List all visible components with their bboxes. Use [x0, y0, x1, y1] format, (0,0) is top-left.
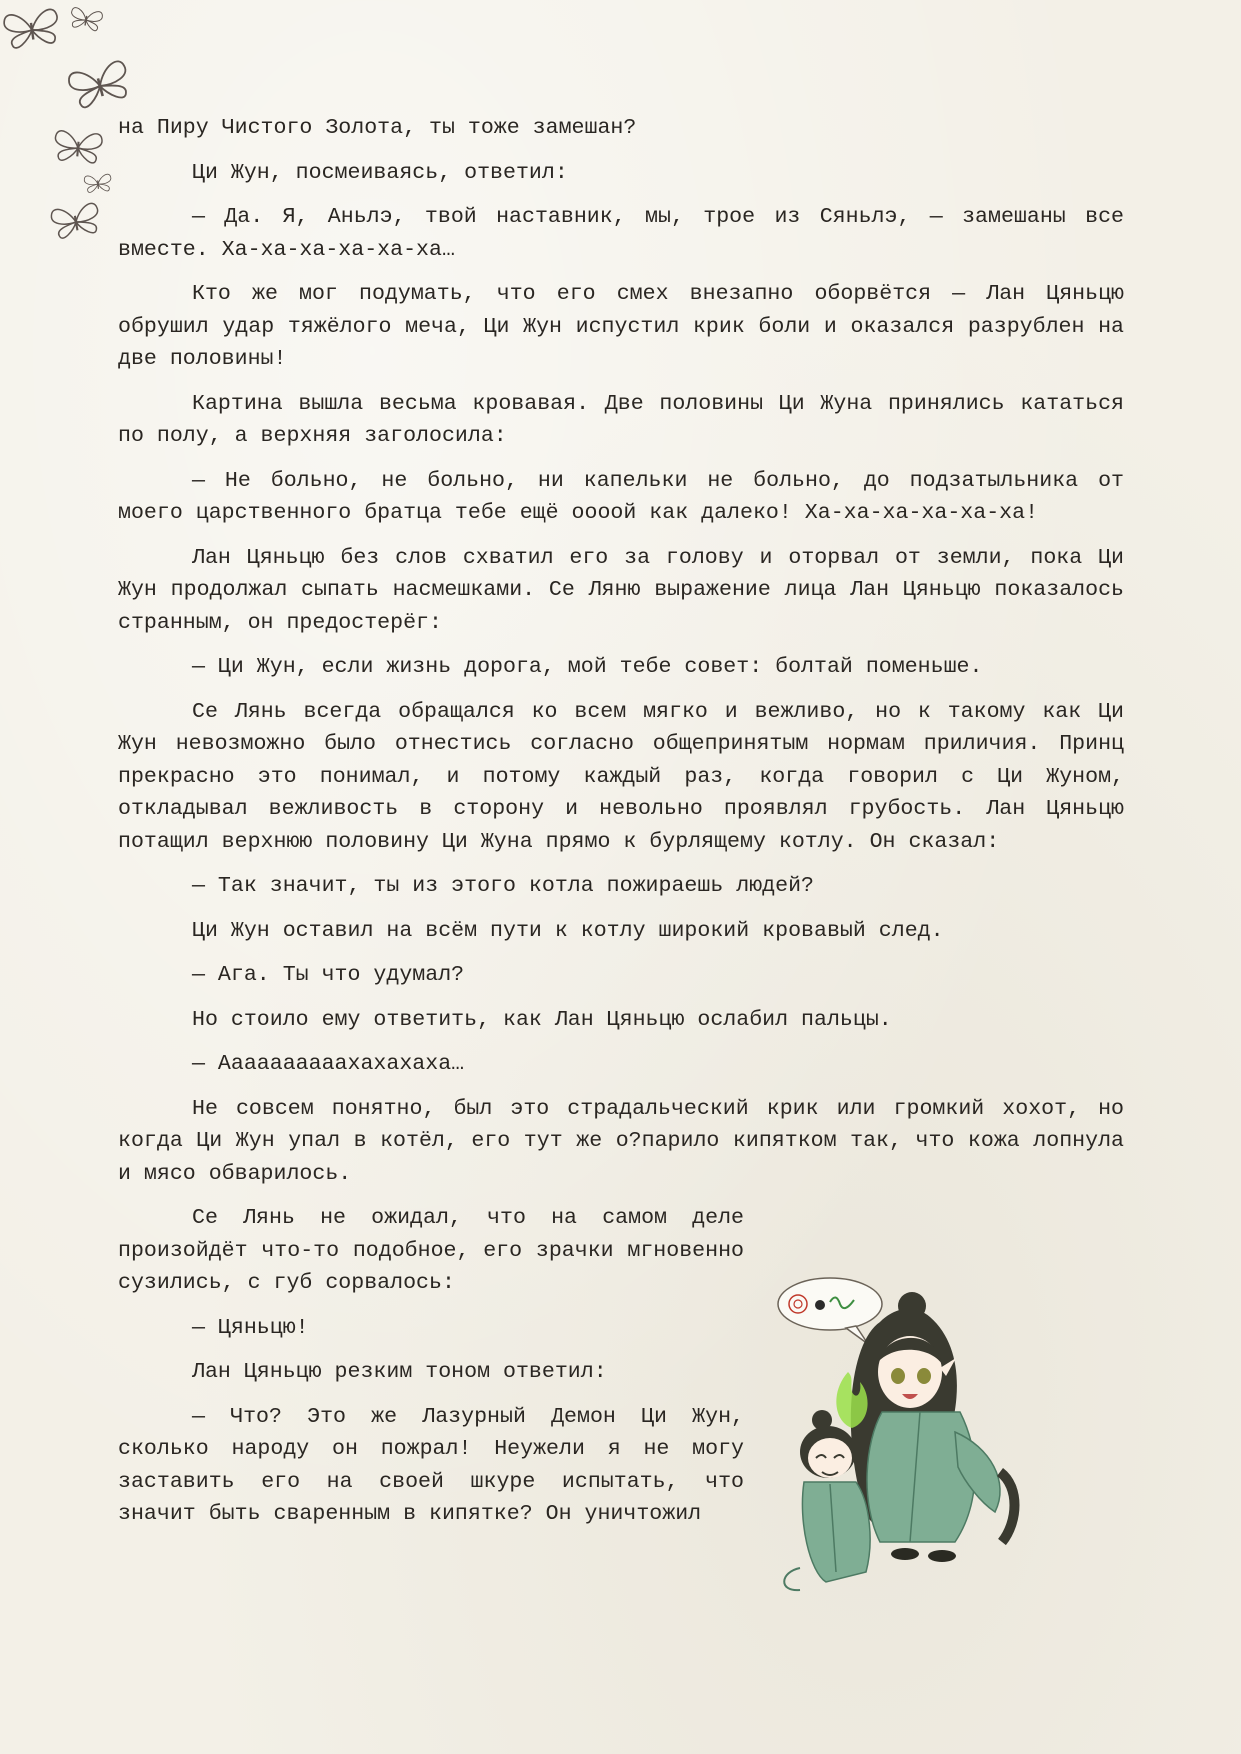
paragraph: Се Лянь всегда обращался ко всем мягко и вежливо, но к такому как Ци Жун невозможно было отнестись согласно общепринятым нормам приличия. Принц прекрасно это понимал, и потому каждый раз, когда говорил с Ци Жуном, откладывал вежливость в сторону и невольно проявлял грубость. Лан Цяньцю потащил верхнюю половину Ци Жуна прямо к бурлящему котлу. Он сказал:	[118, 699, 1124, 854]
paragraph: — Ци Жун, если жизнь дорога, мой тебе совет: болтай поменьше.	[192, 655, 983, 679]
butterfly-icon	[67, 60, 132, 110]
paragraph: Лан Цяньцю без слов схватил его за голову и оторвал от земли, пока Ци Жун продолжал сыпать насмешками. Се Ляню выражение лица Лан Цяньцю показалось странным, он предостерёг:	[118, 545, 1124, 635]
paragraph: на Пиру Чистого Золота, ты тоже замешан?	[118, 116, 637, 140]
paragraph: Картина вышла весьма кровавая. Две половины Ци Жуна принялись кататься по полу, а верхняя заголосила:	[118, 391, 1124, 448]
paragraph: Не совсем понятно, был это страдальческий крик или громкий хохот, но когда Ци Жун упал в котёл, его тут же о?парило кипятком так, что кожа лопнула и мясо обварилось.	[118, 1096, 1124, 1186]
paragraph: Ци Жун оставил на всём пути к котлу широкий кровавый след.	[192, 918, 944, 943]
paragraph: — Так значит, ты из этого котла пожираешь людей?	[192, 874, 815, 898]
paragraph: — Ага. Ты что удумал?	[192, 963, 465, 987]
speech-bubble	[778, 1278, 882, 1344]
paragraph: — Что? Это же Лазурный Демон Ци Жун, сколько народу он пожрал! Неужели я не могу заставить его на своей шкуре испытать, что значит быть сваренным в кипятке? Он уничтожил	[118, 1404, 744, 1526]
paragraph: — Не больно, не больно, ни капельки не больно, до подзатыльника от моего царственного братца тебе ещё оооой как далеко! Ха-ха-ха-ха-ха-ха!	[118, 468, 1124, 525]
butterfly-icon	[3, 9, 60, 50]
paragraph: — Ааааааааааxахахаха…	[192, 1052, 465, 1076]
paragraph: Но стоило ему ответить, как Лан Цяньцю ослабил пальцы.	[192, 1007, 892, 1032]
paragraph: — Да. Я, Аньлэ, твой наставник, мы, трое из Сяньлэ, — замешаны все вместе. Ха-ха-ха-ха-ха-ха…	[118, 205, 1124, 262]
butterfly-icon	[54, 130, 103, 163]
chibi-illustration	[770, 1272, 1140, 1612]
butterfly-icon	[84, 174, 112, 193]
paragraph: Кто же мог подумать, что его смех внезапно оборвётся — Лан Цяньцю обрушил удар тяжёлого меча, Ци Жун испустил крик боли и оказался разрублен на две половины!	[118, 282, 1124, 371]
narrow-column	[118, 1202, 744, 1531]
character-tall	[851, 1292, 1015, 1562]
paragraph: Лан Цяньцю резким тоном ответил:	[192, 1360, 607, 1384]
paragraph: Ци Жун, посмеиваясь, ответил:	[192, 160, 568, 185]
butterfly-icon	[69, 7, 103, 32]
paragraph: — Цяньцю!	[192, 1315, 309, 1340]
paragraph: Се Лянь не ожидал, что на самом деле произойдёт что-то подобное, его зрачки мгновенно сузились, с губ сорвалось:	[118, 1206, 744, 1295]
butterfly-icon	[50, 202, 101, 239]
